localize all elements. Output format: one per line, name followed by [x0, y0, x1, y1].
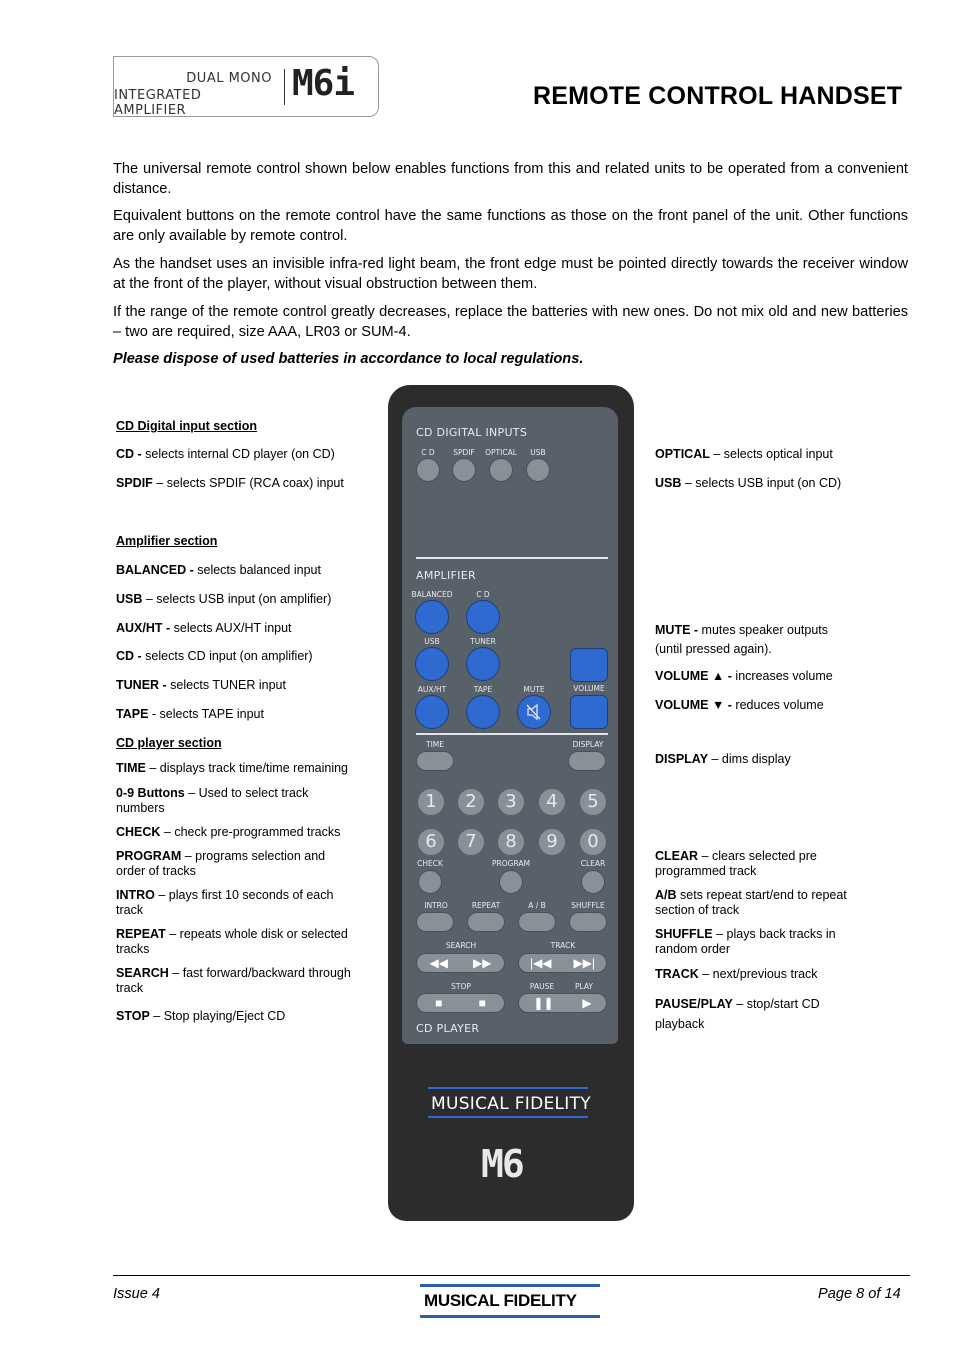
- label-repeat: REPEAT – repeats whole disk or selected tracks: [116, 927, 348, 956]
- remote-shuffle-button[interactable]: [569, 912, 607, 932]
- remote-optical-button[interactable]: [489, 458, 513, 482]
- remote-digit-4[interactable]: 4: [539, 789, 565, 815]
- label-clear: CLEAR – clears selected pre programmed track: [655, 849, 817, 878]
- remote-tuner-button[interactable]: [466, 647, 500, 681]
- label-search: SEARCH – fast forward/backward through track: [116, 966, 351, 995]
- remote-model: M6: [481, 1142, 523, 1186]
- label-display: DISPLAY – dims display: [655, 752, 791, 766]
- remote-label-auxht: AUX/HT: [417, 685, 447, 694]
- remote-divider-2: [416, 733, 608, 735]
- label-tuner: TUNER - selects TUNER input: [116, 678, 286, 692]
- remote-brand-line-top: [428, 1087, 588, 1089]
- remote-usb-cd-button[interactable]: [526, 458, 550, 482]
- remote-stop-button[interactable]: [416, 993, 505, 1013]
- paragraph-4: If the range of the remote control greatly decreases, replace the batteries with new ones. Do not mix old and new batteries – two are required, size AAA, LR03 or SUM-4.: [113, 304, 908, 340]
- label-cd-amp: CD - selects CD input (on amplifier): [116, 649, 313, 663]
- remote-spdif-button[interactable]: [452, 458, 476, 482]
- remote-display-button[interactable]: [568, 751, 606, 771]
- remote-label-repeat: REPEAT: [471, 901, 501, 910]
- remote-label-tuner: TUNER: [470, 637, 496, 646]
- label-volume-down: VOLUME ▼ - reduces volume: [655, 698, 824, 712]
- remote-label-usb-amp: USB: [424, 637, 440, 646]
- remote-balanced-button[interactable]: [415, 600, 449, 634]
- remote-label-program: PROGRAM: [492, 859, 530, 868]
- pause-icon: ❚❚: [533, 996, 554, 1010]
- rewind-icon: ◀◀: [429, 956, 448, 970]
- footer-issue: Issue 4: [113, 1286, 161, 1302]
- remote-digit-1[interactable]: 1: [418, 789, 444, 815]
- fast-forward-icon: ▶▶: [473, 956, 492, 970]
- remote-label-optical: OPTICAL: [485, 448, 517, 457]
- header-logo: [113, 56, 379, 117]
- label-usb-cd: USB – selects USB input (on CD): [655, 476, 842, 490]
- remote-label-volume: VOLUME: [573, 684, 605, 693]
- footer-page: Page 8 of 14: [818, 1286, 901, 1302]
- remote-label-check: CHECK: [417, 859, 443, 868]
- battery-note: Please dispose of used batteries in accordance to local regulations.: [113, 351, 584, 367]
- remote-label-pause: PAUSE: [529, 982, 555, 991]
- page-title: REMOTE CONTROL HANDSET: [533, 82, 903, 110]
- remote-cd-button[interactable]: [416, 458, 440, 482]
- label-track: TRACK – next/previous track: [655, 967, 818, 981]
- label-stop: STOP – Stop playing/Eject CD: [116, 1009, 286, 1023]
- remote-label-search: SEARCH: [445, 941, 477, 950]
- remote-label-usb: USB: [530, 448, 546, 457]
- remote-label-display: DISPLAY: [572, 740, 604, 749]
- remote-intro-button[interactable]: [416, 912, 454, 932]
- play-icon: ▶: [582, 996, 592, 1010]
- logo-divider: [284, 69, 285, 105]
- label-usb-amp: USB – selects USB input (on amplifier): [116, 592, 332, 606]
- footer-logo: [420, 1284, 600, 1320]
- label-balanced: BALANCED - selects balanced input: [116, 563, 321, 577]
- remote-volume-up-button[interactable]: [570, 648, 608, 682]
- remote-cd-player-title: CD PLAYER: [416, 1022, 480, 1035]
- label-digits: 0-9 Buttons – Used to select track numbers: [116, 786, 309, 815]
- remote-label-tape: TAPE: [473, 685, 493, 694]
- remote-label-shuffle: SHUFFLE: [571, 901, 605, 910]
- cd-player-heading: CD player section: [116, 736, 222, 750]
- remote-check-button[interactable]: [418, 870, 442, 894]
- remote-time-button[interactable]: [416, 751, 454, 771]
- paragraph-2: Equivalent buttons on the remote control have the same functions as those on the front panel of the unit. Other functions are only available by remote control.: [113, 208, 908, 244]
- remote-label-spdif: SPDIF: [453, 448, 475, 457]
- remote-tape-button[interactable]: [466, 695, 500, 729]
- label-tape: TAPE - selects TAPE input: [116, 707, 264, 721]
- remote-digit-3[interactable]: 3: [498, 789, 524, 815]
- footer-logo-line-top: [420, 1284, 600, 1287]
- remote-divider-1: [416, 557, 608, 559]
- remote-label-clear: CLEAR: [580, 859, 606, 868]
- remote-mute-button[interactable]: [517, 695, 551, 729]
- footer-logo-line-bottom: [420, 1315, 600, 1318]
- label-time: TIME – displays track time/time remaining: [116, 761, 349, 775]
- remote-digit-0[interactable]: 0: [580, 829, 606, 855]
- label-cd: CD - selects internal CD player (on CD): [116, 447, 335, 461]
- remote-digit-5[interactable]: 5: [580, 789, 606, 815]
- logo-model: M6i: [292, 63, 355, 104]
- label-spdif: SPDIF – selects SPDIF (RCA coax) input: [116, 476, 344, 490]
- remote-label-cd: C D: [421, 448, 435, 457]
- remote-brand-line-bottom: [428, 1116, 588, 1118]
- remote-volume-down-button[interactable]: [570, 695, 608, 729]
- remote-brand: MUSICAL FIDELITY: [431, 1094, 591, 1114]
- label-volume-up: VOLUME ▲ - increases volume: [655, 669, 833, 683]
- stop-icon: ■: [435, 996, 443, 1010]
- cd-digital-heading: CD Digital input section: [116, 419, 257, 433]
- remote-digit-7[interactable]: 7: [458, 829, 484, 855]
- footer-brand: MUSICAL FIDELITY: [424, 1291, 577, 1310]
- remote-cd-amp-button[interactable]: [466, 600, 500, 634]
- remote-label-ab: A / B: [528, 901, 546, 910]
- paragraph-1: The universal remote control shown below enables functions from this and related units to be operated from a convenient distance.: [113, 161, 908, 197]
- remote-usb-amp-button[interactable]: [415, 647, 449, 681]
- footer-rule: [113, 1275, 910, 1276]
- remote-track-button[interactable]: [518, 953, 607, 973]
- amplifier-heading: Amplifier section: [116, 534, 218, 548]
- label-check: CHECK – check pre-programmed tracks: [116, 825, 341, 839]
- remote-label-time: TIME: [425, 740, 444, 749]
- remote-digit-9[interactable]: 9: [539, 829, 565, 855]
- eject-stop-icon: ■: [478, 996, 486, 1010]
- remote-label-balanced: BALANCED: [411, 590, 453, 599]
- remote-cd-digital-title: CD DIGITAL INPUTS: [416, 426, 528, 439]
- remote-amp-title: AMPLIFIER: [416, 569, 476, 582]
- remote-digit-6[interactable]: 6: [418, 829, 444, 855]
- remote-label-intro: INTRO: [424, 901, 448, 910]
- remote-clear-button[interactable]: [581, 870, 605, 894]
- label-optical: OPTICAL – selects optical input: [655, 447, 833, 461]
- remote-label-track: TRACK: [550, 941, 576, 950]
- label-auxht: AUX/HT - selects AUX/HT input: [116, 621, 292, 635]
- label-mute: MUTE - mutes speaker outputs (until pressed again).: [655, 623, 828, 656]
- label-intro: INTRO – plays first 10 seconds of each track: [116, 888, 334, 917]
- label-shuffle: SHUFFLE – plays back tracks in random order: [655, 927, 836, 956]
- label-pauseplay: PAUSE/PLAY – stop/start CD playback: [655, 997, 820, 1031]
- remote-pauseplay-button[interactable]: [518, 993, 607, 1013]
- remote-search-button[interactable]: [416, 953, 505, 973]
- logo-line1: DUAL MONO: [186, 71, 272, 86]
- remote-label-mute: MUTE: [523, 685, 545, 694]
- remote-program-button[interactable]: [499, 870, 523, 894]
- speaker-mute-icon: [518, 696, 550, 728]
- skip-previous-icon: |◀◀: [529, 956, 552, 970]
- logo-line2: INTEGRATED AMPLIFIER: [114, 88, 202, 118]
- remote-label-play: PLAY: [574, 982, 593, 991]
- remote-ab-button[interactable]: [518, 912, 556, 932]
- remote-auxht-button[interactable]: [415, 695, 449, 729]
- remote-digit-2[interactable]: 2: [458, 789, 484, 815]
- remote-repeat-button[interactable]: [467, 912, 505, 932]
- label-program: PROGRAM – programs selection and order of tracks: [116, 849, 326, 878]
- paragraph-3: As the handset uses an invisible infra-red light beam, the front edge must be pointed directly towards the receiver window at the front of the player, without visual obstruction between them.: [113, 256, 908, 292]
- skip-next-icon: ▶▶|: [573, 956, 596, 970]
- label-ab: A/B sets repeat start/end to repeat section of track: [655, 888, 847, 917]
- remote-label-stop: STOP: [451, 982, 471, 991]
- remote-label-cd-amp: C D: [476, 590, 490, 599]
- remote-digit-8[interactable]: 8: [498, 829, 524, 855]
